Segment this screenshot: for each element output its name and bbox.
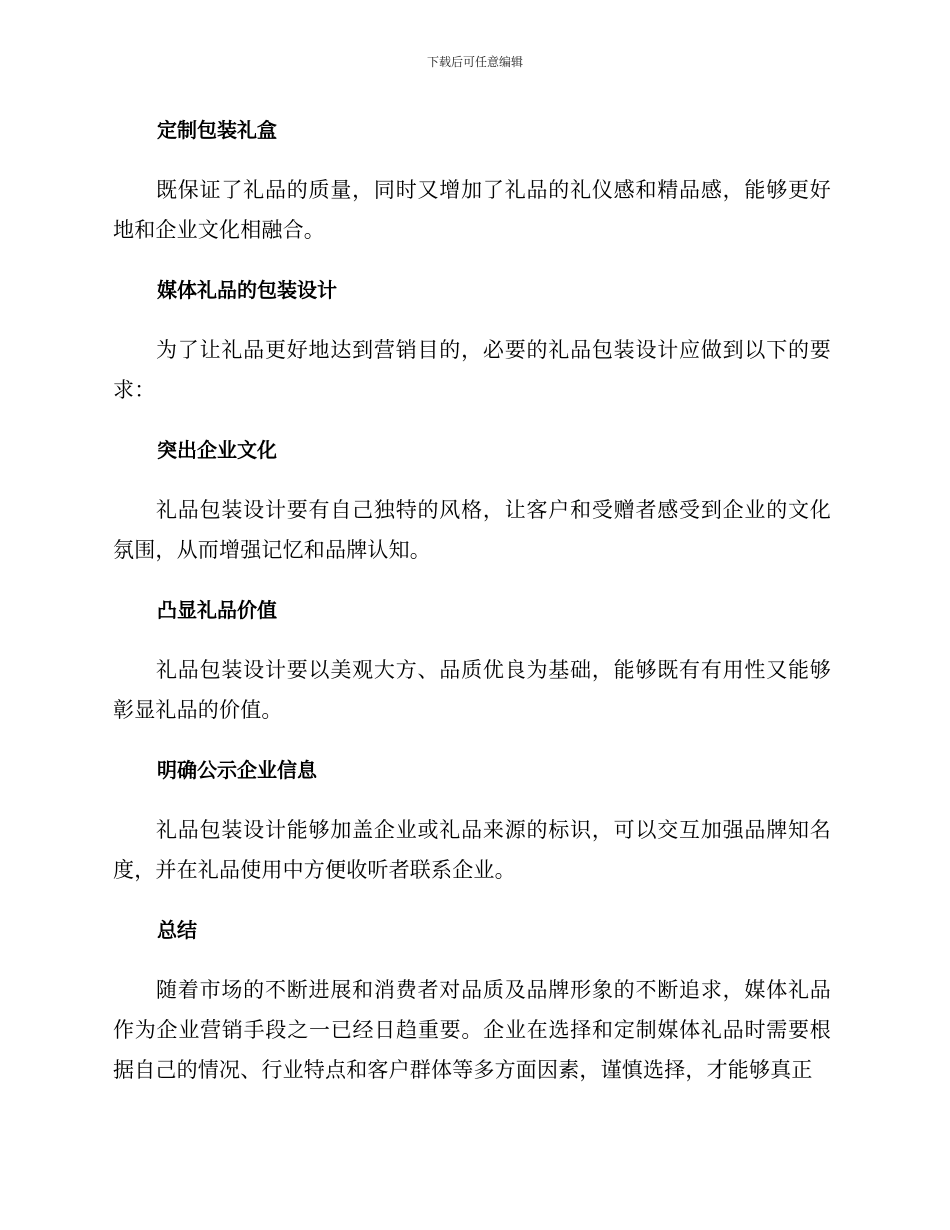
section-heading-custom-gift-box: 定制包装礼盒 [157,118,277,142]
section-heading-gift-value: 凸显礼品价值 [157,598,277,622]
section-heading-summary: 总结 [157,918,197,942]
section-paragraph-custom-gift-box: 既保证了礼品的质量，同时又增加了礼品的礼仪感和精品感，能够更好地和企业文化相融合。 [113,178,831,242]
section-heading-packaging-design: 媒体礼品的包装设计 [157,278,337,302]
header-note: 下载后可任意编辑 [426,55,523,69]
document-body [113,110,831,1090]
section-heading-corporate-culture: 突出企业文化 [157,438,277,462]
section-paragraph-corporate-culture: 礼品包装设计要有自己独特的风格，让客户和受赠者感受到企业的文化氛围，从而增强记忆和品牌认知。 [113,498,831,562]
section-paragraph-gift-value: 礼品包装设计要以美观大方、品质优良为基础，能够既有有用性又能够彰显礼品的价值。 [113,658,831,722]
section-paragraph-company-info: 礼品包装设计能够加盖企业或礼品来源的标识，可以交互加强品牌知名度，并在礼品使用中方便收听者联系企业。 [113,818,831,882]
section-heading-company-info: 明确公示企业信息 [157,758,317,782]
section-paragraph-summary: 随着市场的不断进展和消费者对品质及品牌形象的不断追求，媒体礼品作为企业营销手段之一已经日趋重要。企业在选择和定制媒体礼品时需要根据自己的情况、行业特点和客户群体等多方面因素，谨慎选择，才能够真正 [113,978,831,1082]
section-paragraph-packaging-design: 为了让礼品更好地达到营销目的，必要的礼品包装设计应做到以下的要求： [113,338,831,402]
